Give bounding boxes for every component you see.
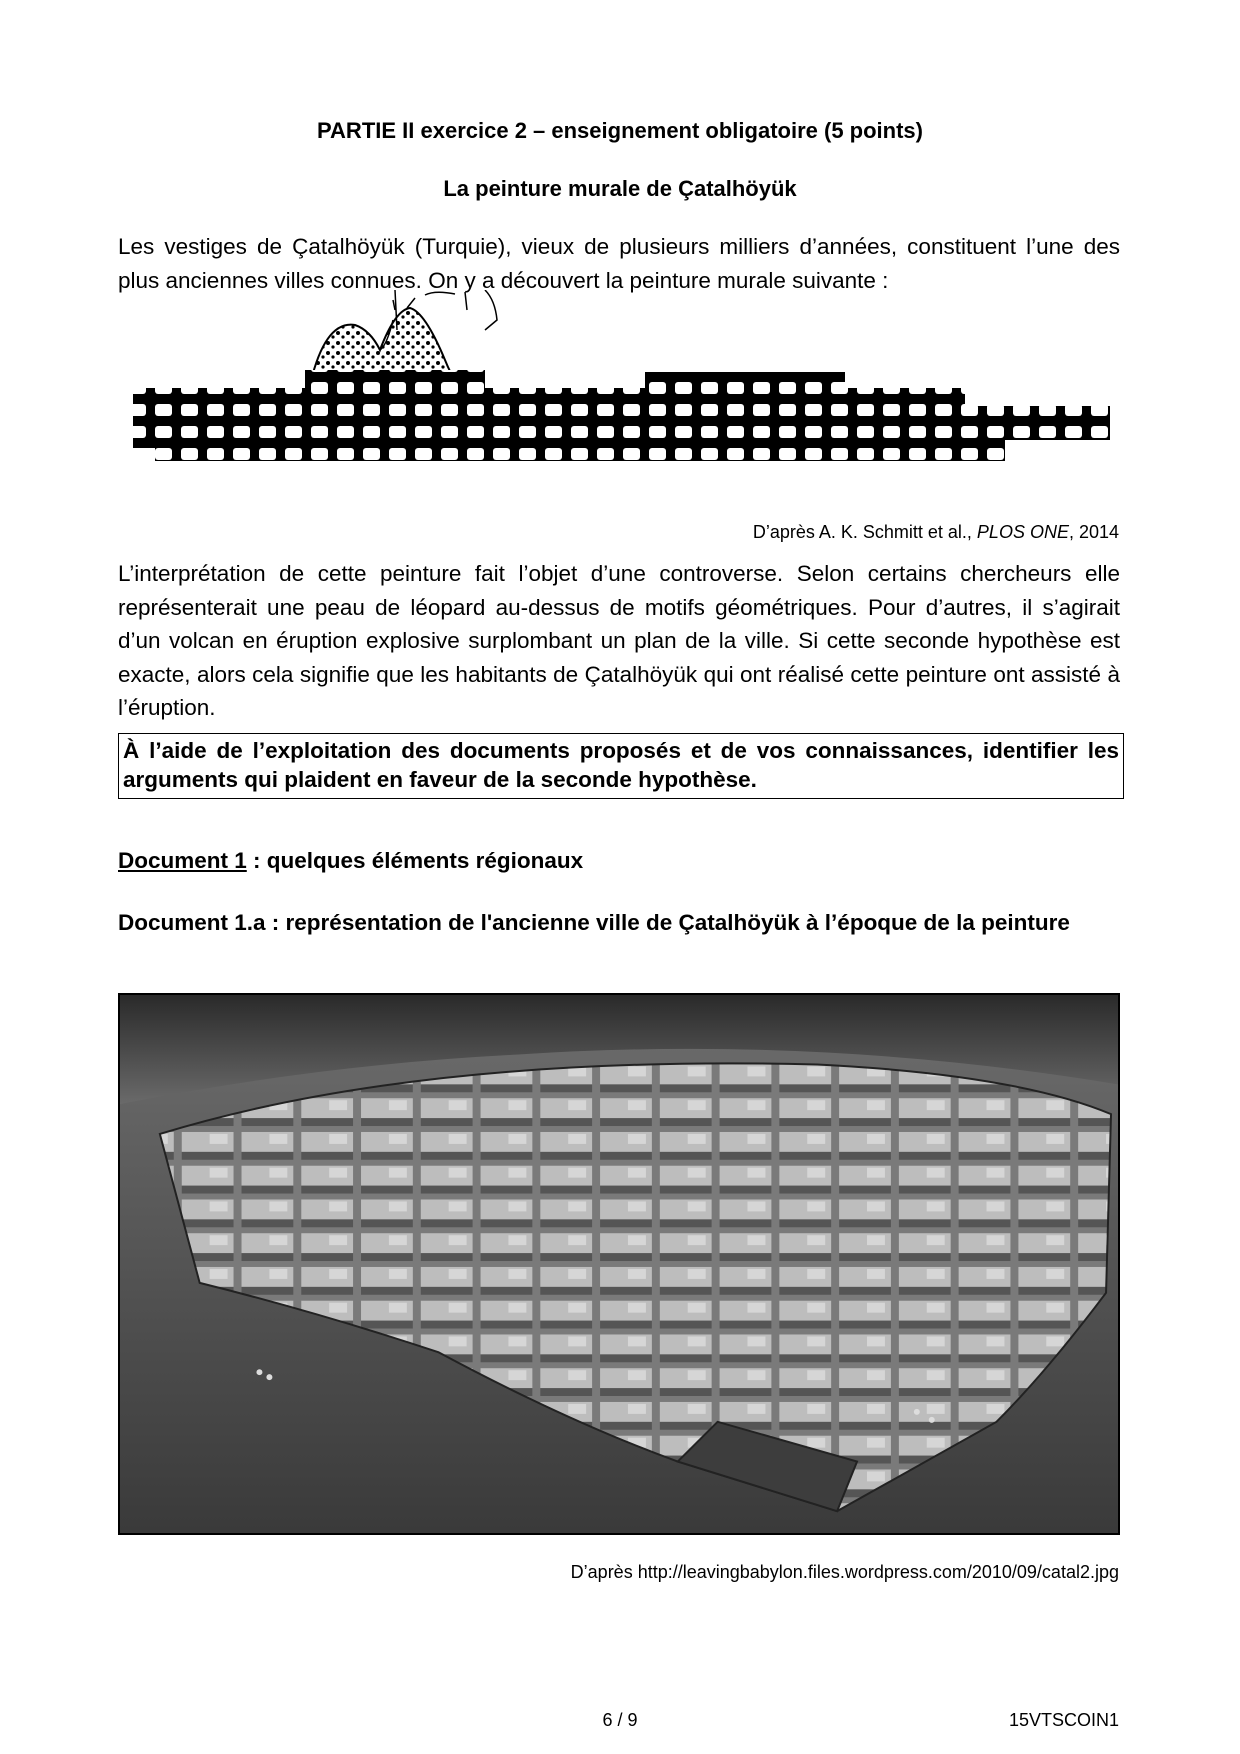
mural-painting-image [125,290,1110,505]
mural-caption-journal: PLOS ONE [976,522,1069,542]
mural-caption-suffix: , 2014 [1068,522,1119,542]
document1-title: : quelques éléments régionaux [246,848,584,873]
ancient-city-photo [118,993,1120,1535]
document1-label: Document 1 [118,848,247,873]
mural-caption-prefix: D’après A. K. Schmitt et al., [752,522,977,542]
document-title: La peinture murale de Çatalhöyük [443,176,797,201]
photo-caption: D’après http://leavingbabylon.files.wordpress.com/2010/09/catal2.jpg [570,1562,1119,1582]
interpretation-paragraph: L’interprétation de cette peinture fait l’objet d’une controverse. Selon certains chercheurs elle représenterait une peau de léopard au-dessus de motifs géométriques. Pour d’autres, il s’agirait d’un volcan en éruption explosive surplombant un plan de la ville. Si cette seconde hypothèse est exacte, alors cela signifie que les habitants de Çatalhöyük qui ont réalisé cette peinture ont assisté à l’éruption. [118,561,1120,720]
page-number: 6 / 9 [602,1710,638,1730]
document1-heading [118,848,583,874]
document1a-heading: Document 1.a : représentation de l'ancienne ville de Çatalhöyük à l’époque de la peinture [118,910,1070,935]
intro-paragraph: Les vestiges de Çatalhöyük (Turquie), vieux de plusieurs milliers d’années, constituent l’une des plus anciennes villes connues. On y a découvert la peinture murale suivante : [118,234,1120,293]
task-box: À l’aide de l’exploitation des documents proposés et de vos connaissances, identifier les arguments qui plaident en faveur de la seconde hypothèse. [118,733,1124,799]
city-plan-band [125,388,1110,448]
exam-code: 15VTSCOIN1 [1008,1710,1119,1730]
mural-caption [753,522,1119,543]
section-heading: PARTIE II exercice 2 – enseignement obligatoire (5 points) [317,118,923,143]
